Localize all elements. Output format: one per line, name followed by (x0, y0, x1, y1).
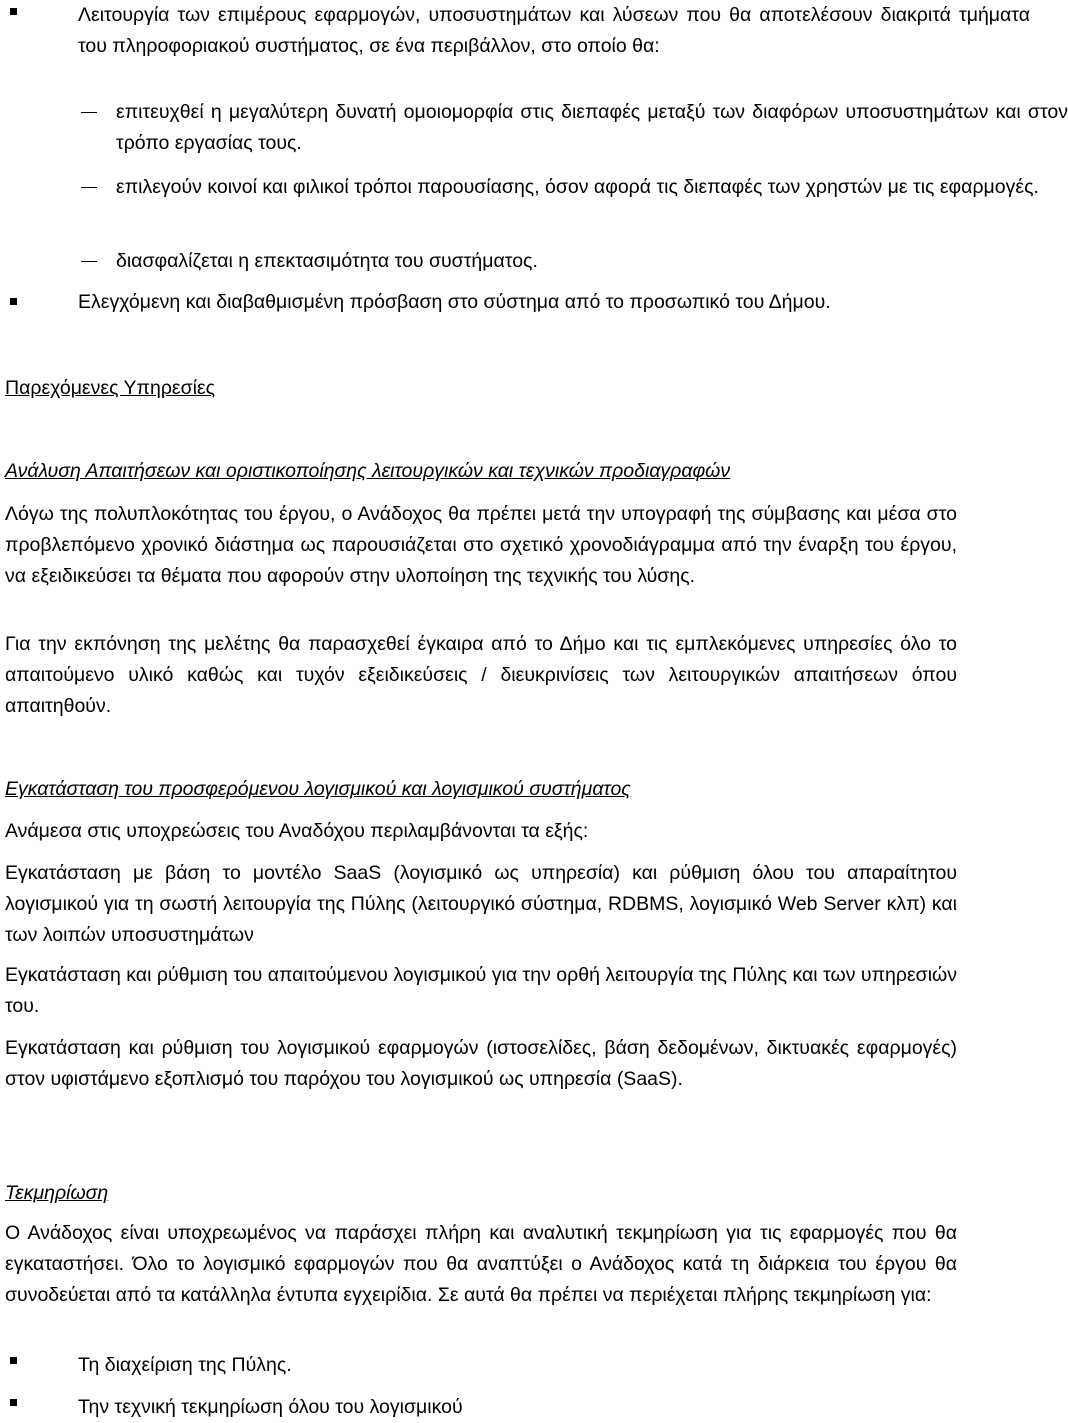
sub-list-item (5, 246, 1068, 277)
paragraph: Για την εκπόνηση της μελέτης θα παρασχεθεί έγκαιρα από το Δήμο και τις εμπλεκόμενες υπηρεσίες όλο το απαιτούμενο υλικό καθώς και τυχόν εξειδικεύσεις / διευκρινίσεις των λειτουργικών απαιτήσεων όπου απαιτηθούν. (5, 633, 957, 717)
paragraph: Εγκατάσταση και ρύθμιση του απαιτούμενου λογισμικού για την ορθή λειτουργία της Πύλης και των υπηρεσιών του. (5, 964, 957, 1017)
square-bullet-icon (10, 298, 17, 305)
square-bullet-icon (10, 1357, 17, 1364)
list-item (5, 1392, 1030, 1423)
sub-list-item-text: διασφαλίζεται η επεκτασιμότητα του συστήματος. (116, 250, 538, 272)
list-item (5, 0, 1030, 62)
sub-list-item (5, 172, 1068, 203)
list-item-text: Τη διαχείριση της Πύλης. (78, 1354, 292, 1376)
paragraph: Λόγω της πολυπλοκότητας του έργου, ο Ανάδοχος θα πρέπει μετά την υπογραφή της σύμβασης και μέσα στο προβλεπόμενο χρονικό διάστημα ως παρουσιάζεται στο σχετικό χρονοδιάγραμμα από την έναρξη του έργου, να εξειδικεύσει τα θέματα που αφορούν στην υλοποίηση της τεχνικής του λύσης. (5, 503, 957, 587)
subsection-heading: Ανάλυση Απαιτήσεων και οριστικοποίησης λειτουργικών και τεχνικών προδιαγραφών (5, 460, 731, 482)
list-item-text: Την τεχνική τεκμηρίωση όλου του λογισμικού (78, 1396, 463, 1418)
dash-bullet-icon (81, 261, 97, 262)
list-item-text: Ελεγχόμενη και διαβαθμισμένη πρόσβαση στο σύστημα από το προσωπικό του Δήμου. (78, 291, 831, 313)
list-item (5, 1350, 1030, 1381)
subsection-heading: Εγκατάσταση του προσφερόμενου λογισμικού και λογισμικού συστήματος (5, 778, 631, 800)
sub-list-item-text: επιτευχθεί η μεγαλύτερη δυνατή ομοιομορφία στις διεπαφές μεταξύ των διαφόρων υποσυστημάτων και στον τρόπο εργασίας τους. (116, 101, 1068, 154)
paragraph: Ο Ανάδοχος είναι υποχρεωμένος να παράσχει πλήρη και αναλυτική τεκμηρίωση για τις εφαρμογές που θα εγκαταστήσει. Όλο το λογισμικό εφαρμογών που θα αναπτύξει ο Ανάδοχος κατά τη διάρκεια του έργου θα συνοδεύεται από τα κατάλληλα έντυπα εγχειρίδια. Σε αυτά θα πρέπει να περιέχεται πλήρης τεκμηρίωση για: (5, 1222, 957, 1306)
square-bullet-icon (10, 1399, 17, 1406)
square-bullet-icon (10, 8, 17, 15)
subsection-heading: Τεκμηρίωση (5, 1182, 109, 1204)
sub-list-item-text: επιλεγούν κοινοί και φιλικοί τρόποι παρουσίασης, όσον αφορά τις διεπαφές των χρηστών με τις εφαρμογές. (116, 176, 1039, 198)
dash-bullet-icon (81, 187, 97, 188)
list-item-text: Λειτουργία των επιμέρους εφαρμογών, υποσυστημάτων και λύσεων που θα αποτελέσουν διακριτά τμήματα του πληροφοριακού συστήματος, σε ένα περιβάλλον, στο οποίο θα: (78, 4, 1030, 57)
paragraph: Ανάμεσα στις υποχρεώσεις του Αναδόχου περιλαμβάνονται τα εξής: (5, 820, 589, 842)
paragraph: Εγκατάσταση και ρύθμιση του λογισμικού εφαρμογών (ιστοσελίδες, βάση δεδομένων, δικτυακές εφαρμογές) στον υφιστάμενο εξοπλισμό του παρόχου του λογισμικού ως υπηρεσία (SaaS). (5, 1037, 957, 1090)
dash-bullet-icon (81, 112, 97, 113)
section-heading: Παρεχόμενες Υπηρεσίες (5, 377, 216, 399)
sub-list-item (5, 97, 1068, 159)
list-item (5, 287, 1030, 318)
paragraph: Εγκατάσταση με βάση το μοντέλο SaaS (λογισμικό ως υπηρεσία) και ρύθμιση όλου του απαραίτητου λογισμικού για τη σωστή λειτουργία της Πύλης (λειτουργικό σύστημα, RDBMS, λογισμικό Web Server κλπ) και των λοιπών υποσυστημάτων (5, 862, 957, 946)
